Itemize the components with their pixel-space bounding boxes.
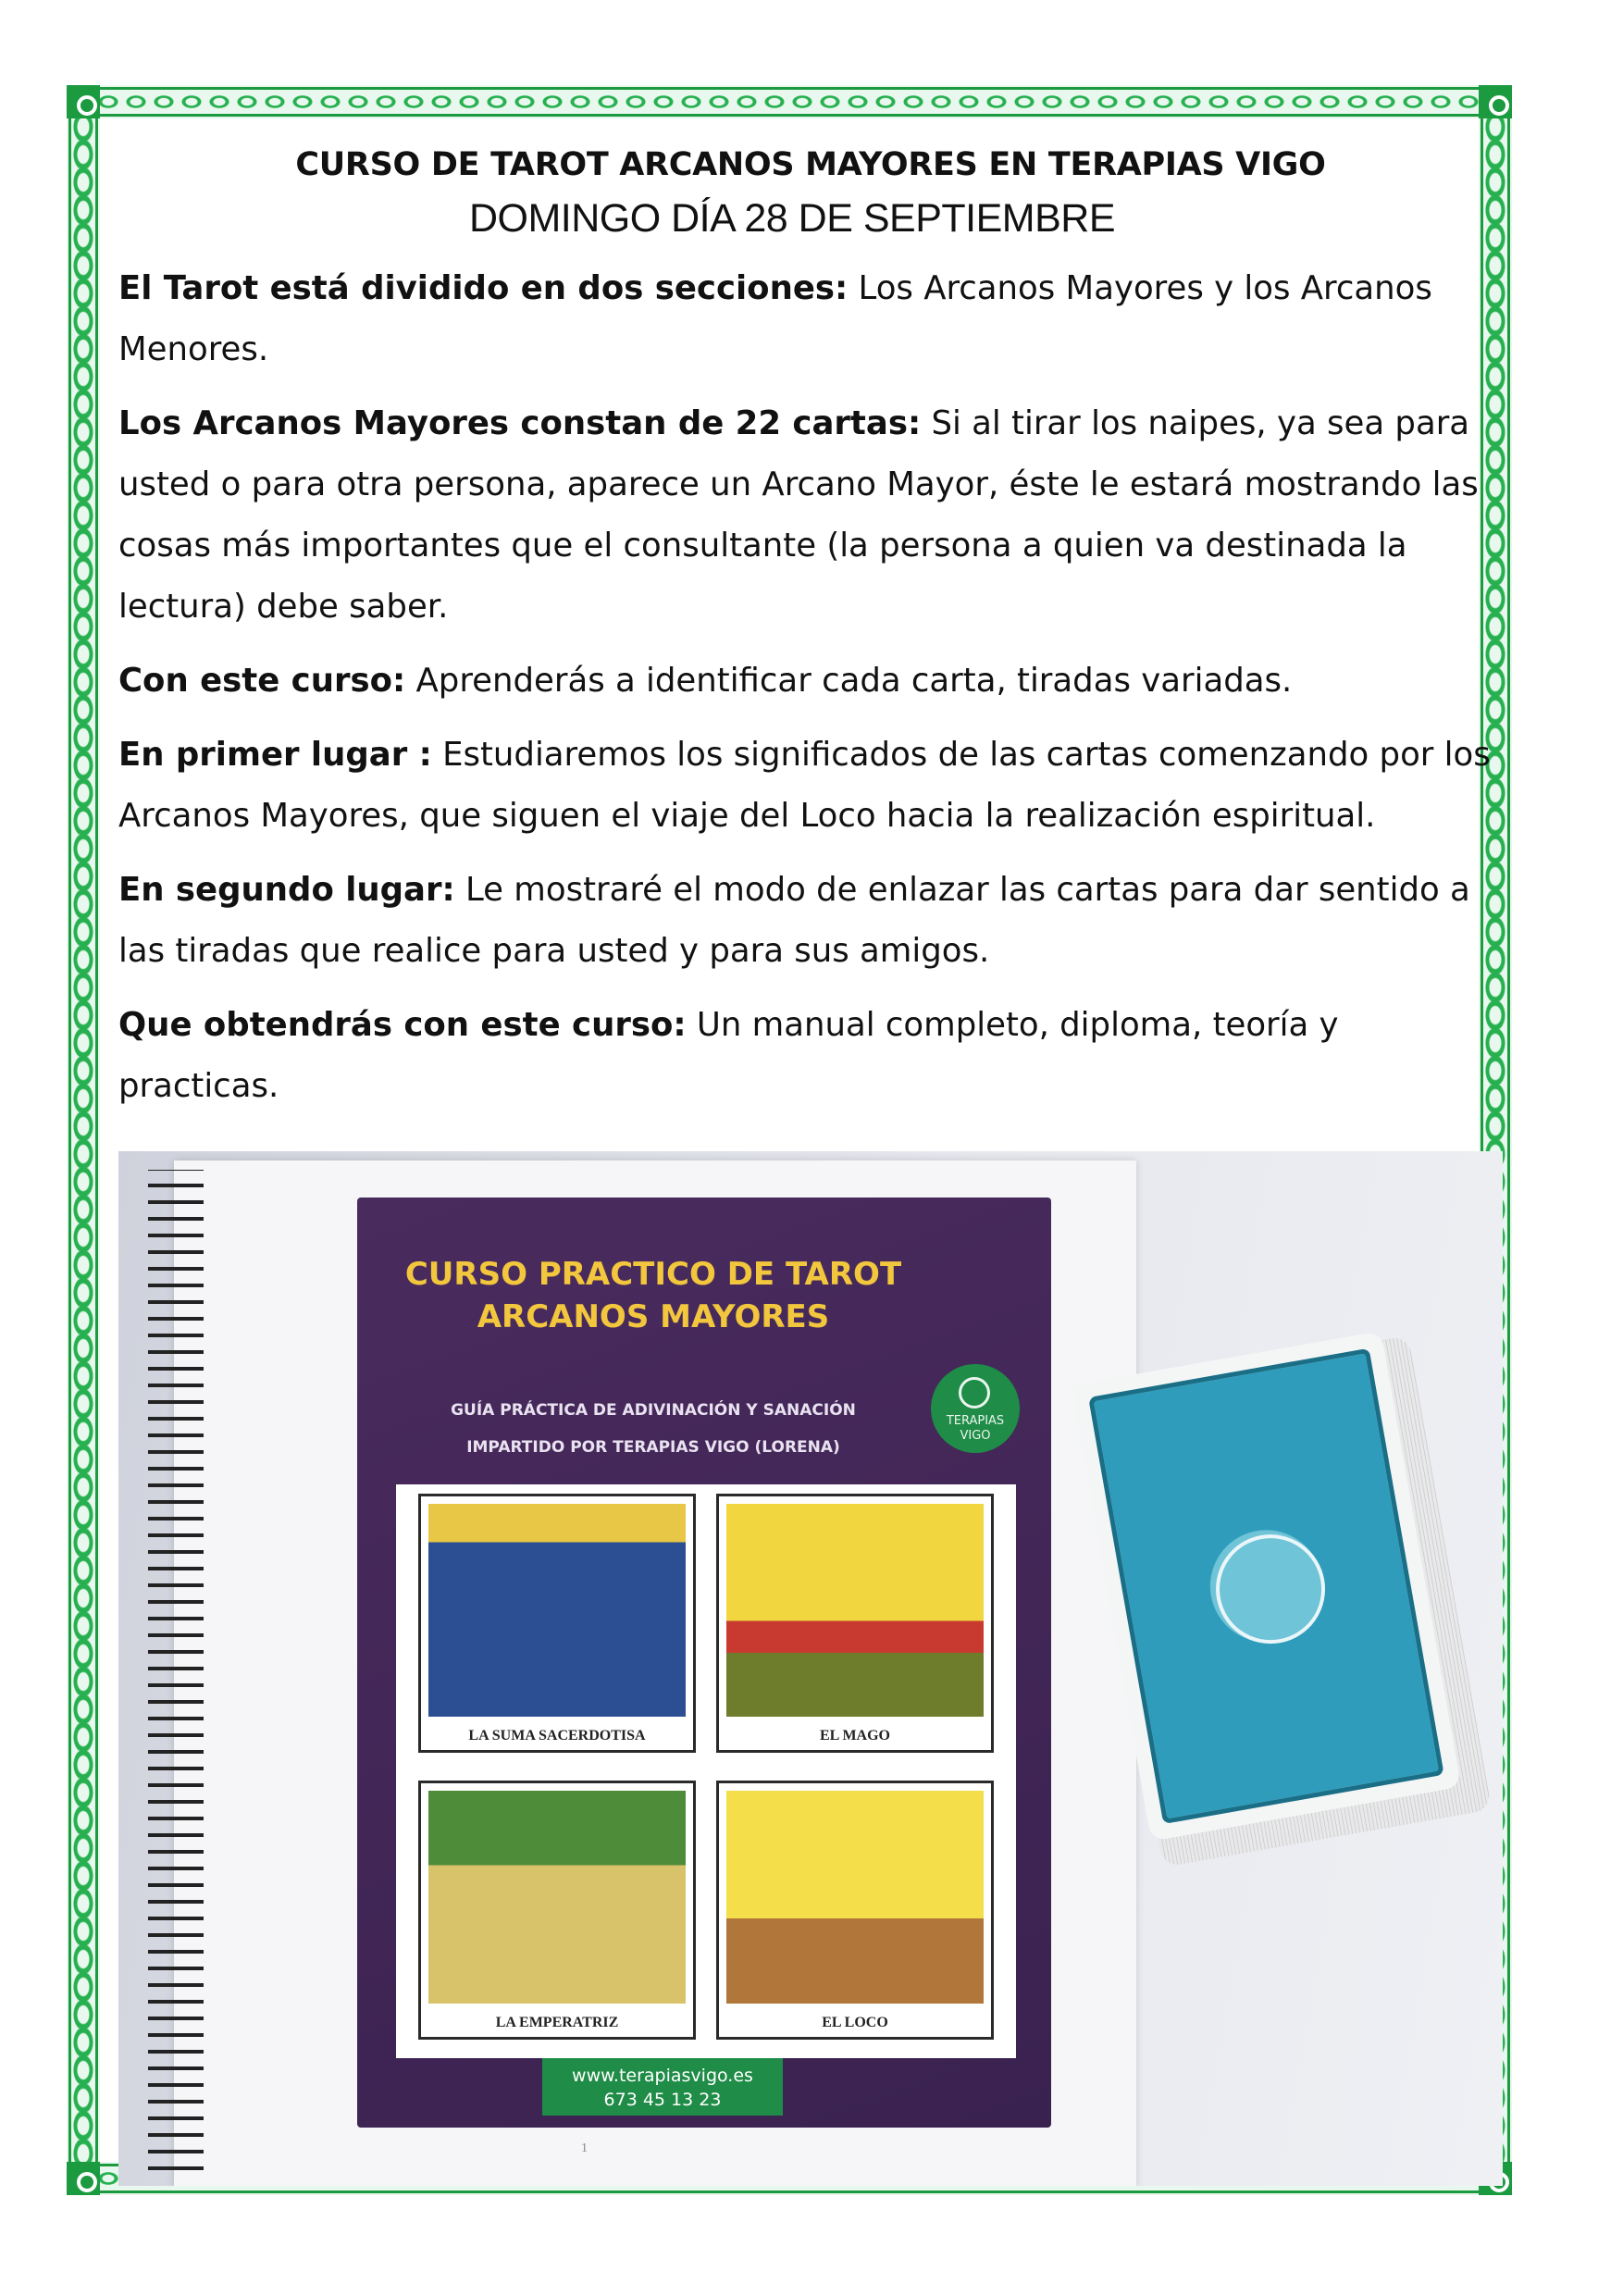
tarot-cards-grid xyxy=(396,1484,1016,2058)
logo-text xyxy=(947,1414,1004,1444)
logo-text-line1: TERAPIAS xyxy=(946,1414,1005,1428)
section-text: Si al tirar los naipes, ya sea para usted o para otra persona, aparece un Arcano Mayor, éste le estará mostrando las cosas más importantes que el consultante (la persona a quien va destinada la lectura) debe saber. xyxy=(118,404,1479,626)
border-left xyxy=(67,85,100,2195)
card-label: EL MAGO xyxy=(819,1728,890,1744)
cover-contact xyxy=(542,2058,783,2116)
border-corner-tl xyxy=(67,85,100,118)
page-content xyxy=(118,130,1503,1130)
cover-phone: 673 45 13 23 xyxy=(603,2090,722,2110)
cover-title-line2: ARCANOS MAYORES xyxy=(477,1298,830,1335)
tarot-card xyxy=(418,1781,696,2040)
section-secciones xyxy=(118,258,1503,380)
section-heading: Los Arcanos Mayores constan de 22 cartas: xyxy=(118,404,922,442)
border-corner-tr xyxy=(1479,85,1512,118)
section-heading: En primer lugar : xyxy=(118,736,432,774)
card-label: LA SUMA SACERDOTISA xyxy=(468,1728,646,1744)
section-heading: Que obtendrás con este curso: xyxy=(118,1006,687,1044)
section-text: Le mostraré el modo de enlazar las cartas para dar sentido a las tiradas que realice para usted y para sus amigos. xyxy=(118,871,1470,970)
card-back-pattern xyxy=(1088,1348,1444,1824)
event-date: DOMINGO DÍA 28 DE SEPTIEMBRE xyxy=(468,196,1116,241)
card-label: EL LOCO xyxy=(822,2015,888,2030)
section-text: Los Arcanos Mayores y los Arcanos Menores. xyxy=(118,269,1432,368)
border-corner-bl xyxy=(67,2162,100,2195)
tarot-card xyxy=(418,1494,696,1753)
card-art xyxy=(726,1791,984,2004)
card-art xyxy=(428,1791,686,2004)
card-label: LA EMPERATRIZ xyxy=(495,2015,619,2030)
cover-title xyxy=(385,1253,922,1338)
tarot-card xyxy=(716,1781,994,2040)
cover-sub-line1: GUÍA PRÁCTICA DE ADIVINACIÓN Y SANACIÓN xyxy=(451,1401,856,1420)
cover-website: www.terapiasvigo.es xyxy=(572,2066,753,2086)
section-heading: En segundo lugar: xyxy=(118,871,455,909)
border-top xyxy=(67,85,1512,118)
card-art xyxy=(726,1504,984,1717)
section-text: Un manual completo, diploma, teoría y practicas. xyxy=(118,1006,1339,1105)
course-photo xyxy=(118,1151,1503,2186)
section-primer-lugar xyxy=(118,725,1503,847)
card-art xyxy=(428,1504,686,1717)
section-heading: Con este curso: xyxy=(118,662,406,700)
logo-text-line2: VIGO xyxy=(960,1429,991,1443)
terapias-vigo-logo xyxy=(931,1364,1020,1453)
manual-page-number: 1 xyxy=(581,2141,588,2155)
cover-sub-line2: IMPARTIDO POR TERAPIAS VIGO (LORENA) xyxy=(466,1438,840,1457)
section-arcanos-mayores xyxy=(118,393,1503,638)
cover-title-line1: CURSO PRACTICO DE TAROT xyxy=(404,1256,902,1293)
section-text: Estudiaremos los significados de las cartas comenzando por los Arcanos Mayores, que siguen el viaje del Loco hacia la realización espiritual. xyxy=(118,736,1491,835)
manual-cover xyxy=(357,1198,1051,2128)
tarot-card xyxy=(716,1494,994,1753)
cover-subtitle xyxy=(385,1392,922,1466)
section-text: Aprenderás a identificar cada carta, tiradas variadas. xyxy=(405,662,1293,700)
section-heading: El Tarot está dividido en dos secciones: xyxy=(118,269,849,307)
section-con-este-curso xyxy=(118,651,1503,712)
section-que-obtendras xyxy=(118,995,1503,1117)
page-title: CURSO DE TAROT ARCANOS MAYORES EN TERAPIAS VIGO xyxy=(295,146,1326,183)
section-segundo-lugar xyxy=(118,860,1503,982)
spiral-binding xyxy=(148,1170,204,2178)
